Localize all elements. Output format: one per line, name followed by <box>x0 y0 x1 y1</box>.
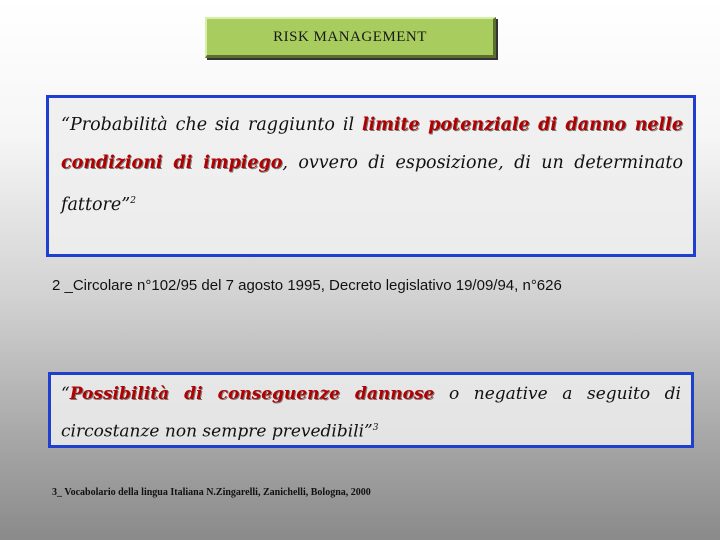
definition-box-1 <box>46 95 696 257</box>
definition2-text-after: o negative a seguito di circostanze non sempre prevedibili” <box>61 384 681 442</box>
definition2-open-quote: “ <box>61 384 70 404</box>
definition1-text-after: , ovvero di esposizione, di un determinato fattore” <box>61 153 683 215</box>
definition1-open-quote: “ <box>61 115 70 135</box>
reference-2: 3_ Vocabolario della lingua Italiana N.Zingarelli, Zanichelli, Bologna, 2000 <box>52 487 371 498</box>
slide-title: RISK MANAGEMENT <box>205 17 496 58</box>
reference-1: 2 _Circolare n°102/95 del 7 agosto 1995, Decreto legislativo 19/09/94, n°626 <box>52 277 562 294</box>
definition-box-2 <box>48 372 694 448</box>
definition1-highlight: limite potenziale di danno nelle condizioni di impiego <box>61 115 683 173</box>
definition2-highlight: Possibilità di conseguenze dannose <box>69 384 435 404</box>
definition1-text-before: Probabilità che sia raggiunto il <box>69 115 362 135</box>
definition2-footnote-mark: 3 <box>372 423 379 433</box>
definition1-footnote-mark: 2 <box>130 196 136 206</box>
